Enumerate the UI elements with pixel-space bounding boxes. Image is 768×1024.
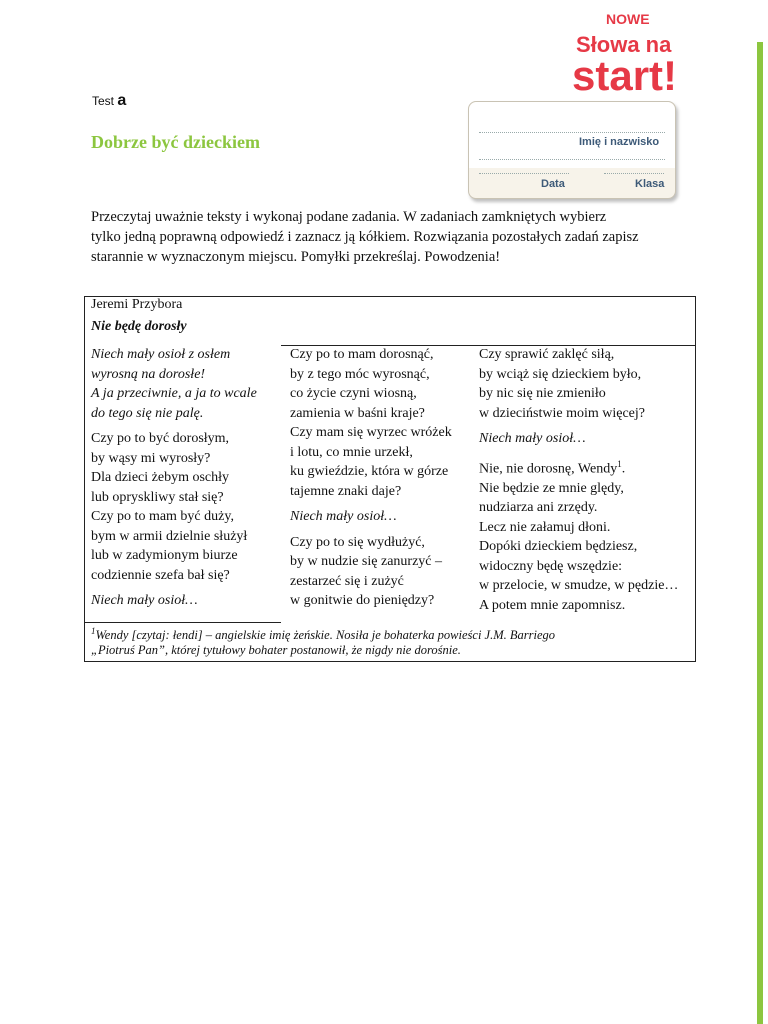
poem-line: Niech mały osioł… — [479, 431, 586, 446]
class-label: Klasa — [635, 178, 665, 190]
poem-line: zamienia w baśni kraje? — [290, 405, 425, 421]
footnote-divider — [85, 622, 281, 623]
poem-column-2 — [290, 345, 452, 611]
poem-column-1 — [91, 345, 257, 611]
poem-line: w dzieciństwie moim więcej? — [479, 405, 645, 421]
logo-top-text: NOWE — [606, 11, 650, 27]
poem-line: Dopóki dzieckiem będziesz, — [479, 539, 638, 555]
poem-line: tajemne znaki daje? — [290, 483, 402, 499]
poem-line: w przelocie, w smudze, w pędzie… — [479, 578, 679, 594]
footnote-ref: 1 — [617, 458, 622, 469]
instructions-line: tylko jedną poprawną odpowiedź i zaznacz ją kółkiem. Rozwiązania pozostałych zadań zapisz — [91, 229, 639, 245]
page-edge-rule — [757, 42, 763, 1024]
poem-line: widoczny będę wszędzie: — [479, 558, 623, 574]
poem-line: Nie, nie dorosnę, Wendy$^1$. — [479, 458, 626, 477]
poem-line: by w nudzie się zanurzyć – — [290, 554, 442, 569]
footnote-marker: 1 — [91, 626, 96, 636]
date-line — [479, 173, 569, 174]
name-date-class-box — [468, 101, 676, 199]
poem-line: Niech mały osioł z osłem — [91, 347, 231, 362]
poem-author: Jeremi Przybora — [91, 297, 183, 312]
name-line-2 — [479, 159, 665, 160]
name-line-1 — [479, 132, 665, 133]
footnote-line-2: „Piotruś Pan”, której tytułowy bohater postanowił, że nigdy nie dorośnie. — [91, 643, 461, 658]
poem-line: lub w zadymionym biurze — [91, 548, 238, 563]
poem-line: codziennie szefa bał się? — [91, 567, 230, 583]
poem-line: Czy po to być dorosłym, — [91, 431, 230, 446]
instructions — [91, 207, 691, 267]
date-label: Data — [541, 178, 565, 190]
poem-line: Czy po to mam być duży, — [91, 509, 234, 524]
poem-line: by nic się nie zmieniło — [479, 386, 606, 401]
poem-line: wyrosną na dorosłe! — [91, 366, 206, 382]
test-variant: a — [117, 92, 127, 109]
poem-line: zestarzeć się i zużyć — [290, 573, 404, 589]
poem-line: i lotu, co mnie urzekł, — [290, 444, 413, 460]
poem-line: Czy mam się wyrzec wróżek — [290, 425, 452, 440]
poem-line: bym w armii dzielnie służył — [91, 528, 248, 544]
poem-line: do tego się nie palę. — [91, 405, 204, 421]
poem-table — [84, 296, 696, 662]
poem-line: Lecz nie załamuj dłoni. — [479, 519, 611, 535]
page-title: Dobrze być dzieckiem — [91, 132, 260, 152]
poem-line: Dla dzieci żebym oschły — [91, 470, 230, 485]
poem-line: Nie będzie ze mnie ględy, — [479, 480, 624, 496]
footnote — [91, 624, 686, 658]
poem-line: Czy sprawić zaklęć siłą, — [479, 347, 615, 362]
instructions-line: Przeczytaj uważnie teksty i wykonaj podane zadania. W zadaniach zamkniętych wybierz — [91, 209, 607, 225]
poem-line: by wciąż się dzieckiem było, — [479, 366, 642, 382]
poem-line: lub opryskliwy stał się? — [91, 489, 224, 505]
instructions-line: starannie w wyznaczonym miejscu. Pomyłki przekreślaj. Powodzenia! — [91, 249, 501, 265]
poem-line: by wąsy mi wyrosły? — [91, 450, 211, 466]
poem-line: Czy po to mam dorosnąć, — [290, 347, 434, 362]
poem-line: Niech mały osioł… — [290, 509, 397, 524]
poem-line: by z tego móc wyrosnąć, — [290, 366, 430, 382]
logo-mid-text: Słowa na — [576, 32, 672, 57]
poem-line: A potem mnie zapomnisz. — [479, 597, 626, 613]
poem-line: co życie czyni wiosną, — [290, 386, 417, 401]
poem-line: Niech mały osioł… — [91, 593, 198, 608]
slowa-na-start-logo — [560, 8, 700, 98]
poem-line: nudziarza ani zrzędy. — [479, 500, 598, 516]
poem-line: w gonitwie do pieniędzy? — [290, 593, 435, 608]
logo-bottom-text: start! — [572, 52, 678, 98]
poem-line: Czy po to się wydłużyć, — [290, 534, 425, 550]
poem-line: ku gwieździe, która w górze — [290, 464, 449, 479]
poem-line: A ja przeciwnie, a ja to wcale — [91, 386, 257, 401]
footnote-text-1: Wendy [czytaj: łendi] – angielskie imię żeńskie. Nosiła je bohaterka powieści J.M. Barriego — [95, 628, 556, 643]
poem-title: Nie będę dorosły — [91, 319, 187, 334]
test-label — [92, 92, 126, 110]
class-line — [604, 173, 664, 174]
footnote-line-1 — [91, 624, 686, 643]
name-label: Imię i nazwisko — [579, 136, 660, 148]
poem-column-3 — [479, 345, 678, 615]
test-prefix: Test — [92, 94, 115, 108]
